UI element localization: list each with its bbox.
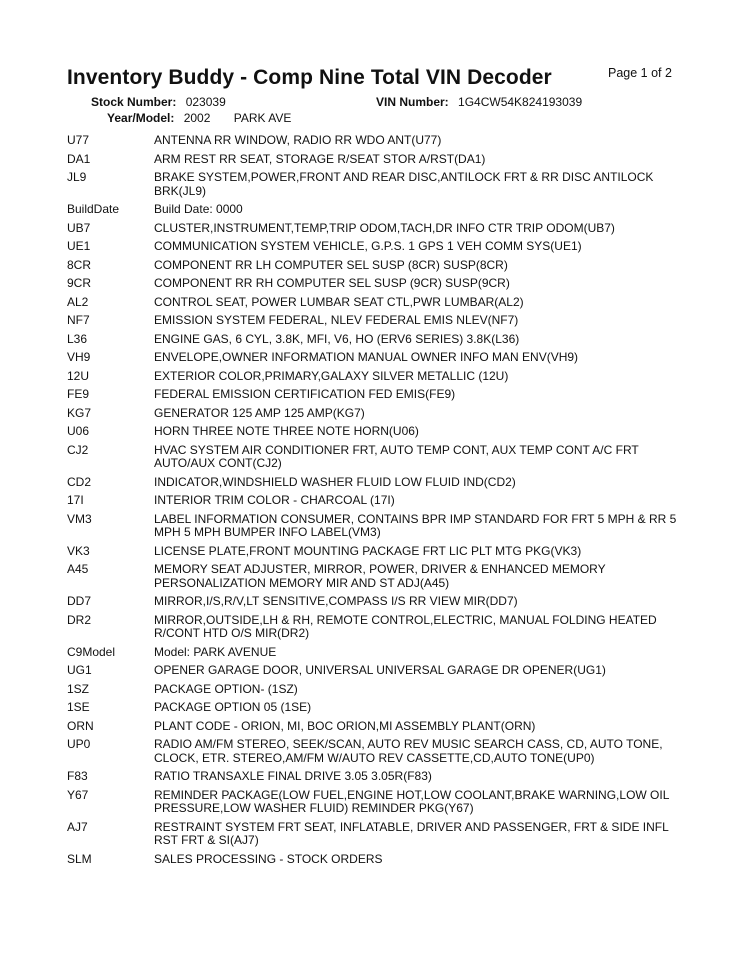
option-row [67, 789, 687, 816]
option-row [67, 494, 687, 508]
option-code: 9CR [67, 276, 92, 290]
option-code: U77 [67, 133, 90, 147]
option-row [67, 407, 687, 421]
option-description: INTERIOR TRIM COLOR - CHARCOAL (17I) [154, 493, 395, 507]
option-description: ARM REST RR SEAT, STORAGE R/SEAT STOR A/RST(DA1) [154, 151, 486, 166]
option-code: Y67 [67, 787, 89, 802]
option-code: BuildDate [67, 202, 120, 216]
option-row [67, 203, 687, 217]
option-code: CD2 [67, 474, 92, 489]
option-row [67, 370, 687, 384]
option-code: L36 [67, 331, 88, 346]
option-description: EXTERIOR COLOR,PRIMARY,GALAXY SILVER METALLIC (12U) [154, 368, 509, 383]
option-row [67, 388, 687, 402]
option-description: COMMUNICATION SYSTEM VEHICLE, G.P.S. 1 GPS 1 VEH COMM SYS(UE1) [154, 239, 582, 253]
option-code: KG7 [67, 405, 92, 420]
vin-number-label: VIN Number: [376, 95, 449, 109]
option-row [67, 770, 687, 784]
option-description: PACKAGE OPTION- (1SZ) [154, 681, 298, 696]
option-description: ANTENNA RR WINDOW, RADIO RR WDO ANT(U77) [154, 133, 442, 147]
option-code: AJ7 [67, 819, 88, 834]
option-row [67, 351, 687, 365]
option-description: SALES PROCESSING - STOCK ORDERS [154, 851, 383, 866]
option-code: AL2 [67, 294, 89, 309]
option-code: F83 [67, 769, 88, 783]
option-code: CJ2 [67, 442, 89, 457]
option-code: 8CR [67, 257, 92, 272]
option-row [67, 153, 687, 167]
page-title: Inventory Buddy - Comp Nine Total VIN Decoder [67, 66, 552, 89]
option-description: LICENSE PLATE,FRONT MOUNTING PACKAGE FRT LIC PLT MTG PKG(VK3) [154, 543, 582, 558]
option-code: UP0 [67, 737, 91, 751]
option-row [67, 259, 687, 273]
option-code: A45 [67, 562, 89, 576]
option-code: DD7 [67, 594, 92, 608]
stock-number-field [91, 95, 226, 109]
option-code: UE1 [67, 239, 91, 253]
option-row [67, 701, 687, 715]
option-code: DA1 [67, 151, 91, 166]
option-description: BRAKE SYSTEM,POWER,FRONT AND REAR DISC,ANTILOCK FRT & RR DISC ANTILOCK BRK(JL9) [154, 170, 654, 198]
option-code: VH9 [67, 350, 91, 364]
option-description: PACKAGE OPTION 05 (1SE) [154, 700, 312, 714]
year-value: 2002 [183, 111, 211, 125]
option-row [67, 821, 687, 848]
option-description: FEDERAL EMISSION CERTIFICATION FED EMIS(FE9) [154, 387, 456, 401]
year-model-label: Year/Model: [107, 111, 175, 125]
option-code: VK3 [67, 543, 90, 558]
vin-number-value: 1G4CW54K824193039 [458, 95, 583, 109]
option-code: UB7 [67, 220, 91, 235]
option-description: RATIO TRANSAXLE FINAL DRIVE 3.05 3.05R(F83) [154, 769, 432, 783]
option-code: NF7 [67, 313, 90, 327]
option-row [67, 595, 687, 609]
option-description: EMISSION SYSTEM FEDERAL, NLEV FEDERAL EMIS NLEV(NF7) [154, 313, 519, 327]
option-code: SLM [67, 851, 92, 866]
option-row [67, 314, 687, 328]
option-row [67, 664, 687, 678]
option-description: LABEL INFORMATION CONSUMER, CONTAINS BPR IMP STANDARD FOR FRT 5 MPH & RR 5 MPH 5 MPH BUMPER INFO LABEL(VM3) [154, 511, 677, 539]
option-description: COMPONENT RR LH COMPUTER SEL SUSP (8CR) SUSP(8CR) [154, 257, 508, 272]
option-row [67, 738, 687, 765]
option-description: RADIO AM/FM STEREO, SEEK/SCAN, AUTO REV MUSIC SEARCH CASS, CD, AUTO TONE, CLOCK, ETR. STEREO,AM/FM W/AUTO REV CASSETTE,CD,AUTO TONE(UP0) [154, 737, 663, 765]
option-description: COMPONENT RR RH COMPUTER SEL SUSP (9CR) SUSP(9CR) [154, 276, 510, 290]
page-number: Page 1 of 2 [608, 66, 672, 80]
option-row [67, 296, 687, 310]
option-row [67, 513, 687, 540]
option-row [67, 476, 687, 490]
option-row [67, 240, 687, 254]
option-description: HVAC SYSTEM AIR CONDITIONER FRT, AUTO TEMP CONT, AUX TEMP CONT A/C FRT AUTO/AUX CONT(CJ2) [154, 442, 639, 470]
option-row [67, 683, 687, 697]
option-row [67, 134, 687, 148]
option-row [67, 444, 687, 471]
option-code: JL9 [67, 170, 87, 184]
option-description: CLUSTER,INSTRUMENT,TEMP,TRIP ODOM,TACH,DR INFO CTR TRIP ODOM(UB7) [154, 220, 615, 235]
option-code: UG1 [67, 663, 92, 677]
option-description: MEMORY SEAT ADJUSTER, MIRROR, POWER, DRIVER & ENHANCED MEMORY PERSONALIZATION MEMORY MIR AND ST ADJ(A45) [154, 562, 606, 590]
option-description: MIRROR,I/S,R/V,LT SENSITIVE,COMPASS I/S RR VIEW MIR(DD7) [154, 594, 518, 608]
option-code: 1SZ [67, 681, 90, 696]
option-description: CONTROL SEAT, POWER LUMBAR SEAT CTL,PWR LUMBAR(AL2) [154, 294, 524, 309]
option-row [67, 720, 687, 734]
option-row [67, 646, 687, 660]
option-description: MIRROR,OUTSIDE,LH & RH, REMOTE CONTROL,ELECTRIC, MANUAL FOLDING HEATED R/CONT HTD O/S MIR(DR2) [154, 612, 657, 640]
option-row [67, 614, 687, 641]
option-code-list [67, 134, 687, 871]
model-value: PARK AVE [233, 111, 292, 125]
option-row [67, 425, 687, 439]
option-description: OPENER GARAGE DOOR, UNIVERSAL UNIVERSAL GARAGE DR OPENER(UG1) [154, 663, 606, 677]
stock-number-value: 023039 [185, 95, 226, 109]
year-model-field [107, 111, 291, 125]
option-row [67, 853, 687, 867]
option-code: 12U [67, 368, 90, 383]
option-description: Model: PARK AVENUE [154, 644, 277, 659]
option-code: VM3 [67, 511, 92, 526]
option-row [67, 545, 687, 559]
option-description: Build Date: 0000 [154, 202, 243, 216]
option-code: 17I [67, 493, 84, 507]
option-row [67, 277, 687, 291]
option-row [67, 333, 687, 347]
option-code: ORN [67, 718, 94, 733]
stock-number-label: Stock Number: [91, 95, 177, 109]
option-code: 1SE [67, 700, 90, 714]
vin-number-field [376, 95, 582, 109]
option-description: PLANT CODE - ORION, MI, BOC ORION,MI ASSEMBLY PLANT(ORN) [154, 718, 536, 733]
option-row [67, 222, 687, 236]
option-description: INDICATOR,WINDSHIELD WASHER FLUID LOW FLUID IND(CD2) [154, 474, 516, 489]
option-description: HORN THREE NOTE THREE NOTE HORN(U06) [154, 424, 419, 438]
option-description: REMINDER PACKAGE(LOW FUEL,ENGINE HOT,LOW COOLANT,BRAKE WARNING,LOW OIL PRESSURE,LOW WASHER FLUID) REMINDER PKG(Y67) [154, 787, 669, 815]
option-code: DR2 [67, 612, 92, 627]
option-row [67, 171, 687, 198]
option-code: C9Model [67, 644, 116, 659]
option-code: U06 [67, 424, 90, 438]
option-description: ENVELOPE,OWNER INFORMATION MANUAL OWNER INFO MAN ENV(VH9) [154, 350, 579, 364]
option-description: ENGINE GAS, 6 CYL, 3.8K, MFI, V6, HO (ERV6 SERIES) 3.8K(L36) [154, 331, 520, 346]
option-description: RESTRAINT SYSTEM FRT SEAT, INFLATABLE, DRIVER AND PASSENGER, FRT & SIDE INFL RST FRT & SI(AJ7) [154, 819, 669, 847]
option-row [67, 563, 687, 590]
option-description: GENERATOR 125 AMP 125 AMP(KG7) [154, 405, 365, 420]
option-code: FE9 [67, 387, 90, 401]
